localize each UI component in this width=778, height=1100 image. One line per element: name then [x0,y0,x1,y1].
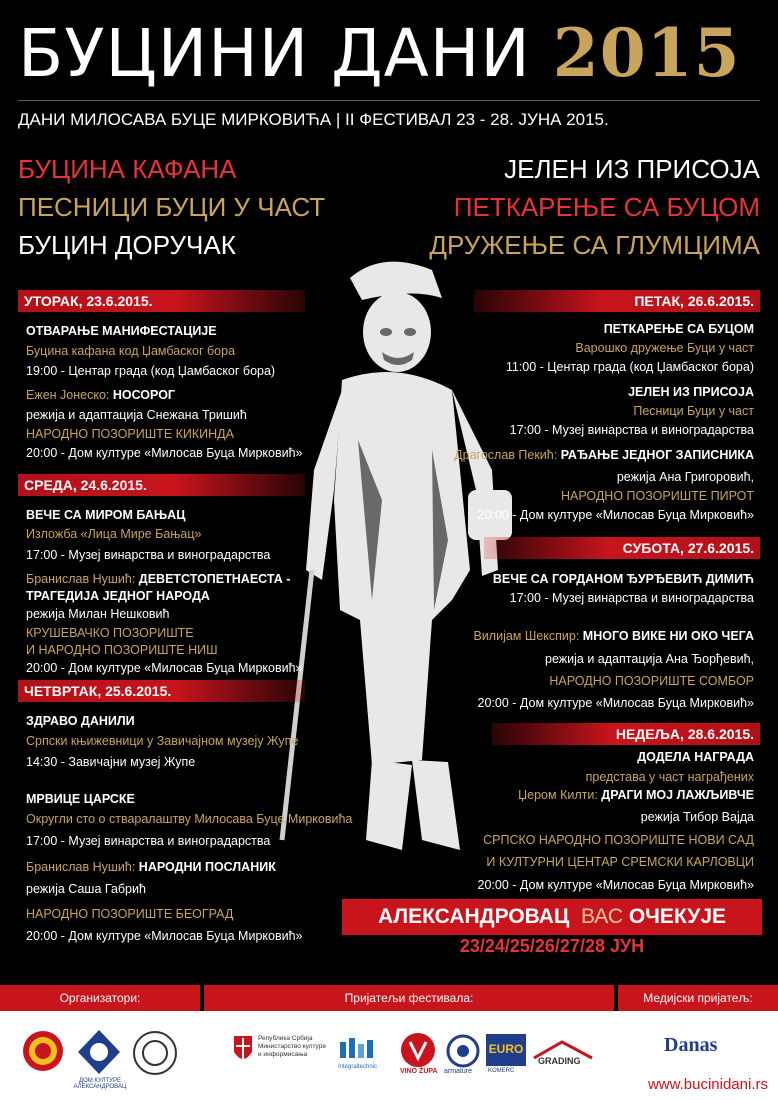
website-link[interactable]: www.bucinidani.rs [647,1076,768,1093]
tue-event-1-sub: Буцина кафана код Џамбаског бора [26,344,236,358]
fri-event-3-direction: режија Ана Григоровић, [616,470,754,484]
day-header-saturday: СУБОТА, 27.6.2015. [484,537,760,559]
integraltechnic-logo-icon [340,1038,384,1062]
left-leg-shape [366,760,412,850]
thu-event-3-theatre: НАРОДНО ПОЗОРИШТЕ БЕОГРАД [26,907,234,921]
bucа-portrait-illustration [262,240,522,880]
sun-event-1-sub: представа у част награђених [585,770,754,784]
festival-title: БУЦИНИ ДАНИ 2015 [18,14,741,92]
highlight-right-1: ЈЕЛЕН ИЗ ПРИСОЈА [504,154,760,184]
euro-komerc-logo-text: KOMERC [488,1068,515,1074]
footer-friends-label: Пријатељи фестивала: [204,985,614,1011]
armature-logo-icon [446,1034,480,1068]
wed-event-2-theatre: КРУШЕВАЧКО ПОЗОРИШТЕ [26,626,194,640]
day-header-wednesday: СРЕДА, 24.6.2015. [18,474,305,496]
sat-event-2-theatre: НАРОДНО ПОЗОРИШТЕ СОМБОР [549,674,754,688]
ministry-logo-text: Република Србија Министарство културе и информисања [258,1035,326,1058]
tue-event-2-theatre: НАРОДНО ПОЗОРИШТЕ КИКИНДА [26,427,234,441]
serbia-coat-of-arms-icon [232,1032,254,1068]
fri-event-2-title: ЈЕЛЕН ИЗ ПРИСОЈА [628,385,754,399]
euro-logo-text: EURO [488,1042,524,1056]
cane-shape [282,570,312,840]
title-divider [18,100,760,101]
wed-event-1-title: ВЕЧЕ СА МИРОМ БАЊАЦ [26,508,186,522]
festival-dates: 23/24/25/26/27/28 ЈУН [459,936,645,956]
sun-event-2-theatre-2: И КУЛТУРНИ ЦЕНТАР СРЕМСКИ КАРЛОВЦИ [486,855,754,869]
fri-event-2-sub: Песници Буци у част [633,404,754,418]
fri-event-2-time: 17:00 - Музеј винарства и виноградарства [509,423,754,437]
sat-event-2-direction: режија и адаптација Ана Ђорђевић, [545,652,754,666]
tue-event-2-time: 20:00 - Дом културе «Милосав Буца Мирковић» [26,446,303,460]
day-header-sunday: НЕДЕЉА, 28.6.2015. [492,723,760,745]
sat-event-1-title: ВЕЧЕ СА ГОРДАНОМ ЂУРЂЕВИЋ ДИМИЋ [492,572,754,586]
danas-logo-text: Danas [664,1034,718,1056]
fri-event-3-theatre: НАРОДНО ПОЗОРИШТЕ ПИРОТ [560,489,754,503]
fri-event-1-time: 11:00 - Центар града (код Џамбаског бора) [505,360,754,374]
tue-event-1-time: 19:00 - Центар града (код Џамбаског бора) [26,364,276,378]
coat-shape [334,372,470,765]
footer-media-label: Медијски пријатељ: [618,985,778,1011]
thu-event-3-direction: режија Саша Габрић [26,882,146,896]
buca-festival-logo-icon [22,1030,64,1072]
festival-year: 2015 [552,14,741,92]
tue-event-1-title: ОТВАРАЊЕ МАНИФЕСТАЦИЈЕ [26,324,217,338]
wed-event-1-time: 17:00 - Музеј винарства и виноградарства [26,548,271,562]
highlight-left-2: ПЕСНИЦИ БУЦИ У ЧАСТ [18,192,326,222]
sun-event-2-time: 20:00 - Дом културе «Милосав Буца Мирковић» [477,878,754,892]
vino-zupa-logo-icon [400,1032,436,1068]
thu-event-3-line: Бранислав Нушић: НАРОДНИ ПОСЛАНИК [26,860,276,874]
festival-subtitle: ДАНИ МИЛОСАВА БУЦЕ МИРКОВИЋА | II ФЕСТИВАЛ 23 - 28. ЈУНА 2015. [18,110,609,129]
highlight-right-2: ПЕТКАРЕЊЕ СА БУЦОМ [453,192,760,222]
thu-event-2-time: 17:00 - Музеј винарства и виноградарства [26,834,271,848]
day-header-friday: ПЕТАК, 26.6.2015. [474,290,760,312]
thu-event-2-title: МРВИЦЕ ЦАРСКЕ [26,792,135,806]
right-leg-shape [412,760,460,850]
armature-logo-text: armature [444,1068,473,1075]
fri-event-1-title: ПЕТКАРЕЊЕ СА БУЦОМ [603,322,754,336]
thu-event-2-sub: Округли сто о стваралаштву Милосава Буце Мирковића [26,812,353,826]
integraltechnic-logo-text: Integraltechnic [338,1064,378,1070]
highlight-left-3: БУЦИН ДОРУЧАК [18,230,236,260]
tue-event-2-line: Ежен Јонеско: НОСОРОГ [26,388,176,402]
wed-event-2-theatre-2: И НАРОДНО ПОЗОРИШТЕ НИШ [26,643,218,657]
euro-komerc-logo [486,1034,526,1066]
vino-zupa-logo-text: VINO ŽUPA [400,1068,438,1075]
grading-logo-text: GRADING [538,1056,581,1066]
day-header-tuesday: УТОРАК, 23.6.2015. [18,290,305,312]
highlight-right-3: ДРУЖЕЊЕ СА ГЛУМЦИМА [429,230,760,260]
fri-event-1-sub: Варошко дружење Буци у част [575,341,754,355]
sun-event-2-line: Џером Килти: ДРАГИ МОЈ ЛАЖЉИВЧЕ [518,788,754,802]
sun-event-2-direction: режија Тибор Вајда [640,810,754,824]
fri-event-3-line: Драгослав Пекић: РАЂАЊЕ ЈЕДНОГ ЗАПИСНИКА [454,448,754,462]
invitation-banner: АЛЕКСАНДРОВАЦ ВАС ОЧЕКУЈЕ [342,899,762,935]
fri-event-3-time: 20:00 - Дом културе «Милосав Буца Мирковић» [477,508,754,522]
sat-event-2-line: Вилијам Шекспир: МНОГО ВИКЕ НИ ОКО ЧЕГА [473,629,754,643]
wed-event-2-line: Бранислав Нушић: ДЕВЕТСТОПЕТНАЕСТА - [26,572,291,586]
sat-event-1-time: 17:00 - Музеј винарства и виноградарства [509,591,754,605]
thu-event-1-sub: Српски књижевници у Завичајном музеју Жупе [26,734,299,748]
thu-event-1-time: 14:30 - Завичајни музеј Жупе [26,755,196,769]
thu-event-1-title: ЗДРАВО ДАНИЛИ [26,714,135,728]
sun-event-1-title: ДОДЕЛА НАГРАДА [637,750,754,764]
wed-event-2-time: 20:00 - Дом културе «Милосав Буца Мирковић» [26,661,303,675]
dom-kulture-logo-text: ДОМ КУЛТУРЕ АЛЕКСАНДРОВАЦ [73,1078,127,1090]
day-header-thursday: ЧЕТВРТАК, 25.6.2015. [18,680,305,702]
highlight-left-1: БУЦИНА КАФАНА [18,154,237,184]
sun-event-2-theatre: СРПСКО НАРОДНО ПОЗОРИШТЕ НОВИ САД [483,833,754,847]
wed-event-2-title-2: ТРАГЕДИЈА ЈЕДНОГ НАРОДА [26,589,210,603]
thu-event-3-time: 20:00 - Дом културе «Милосав Буца Мирковић» [26,929,303,943]
theatre-logo-icon [132,1030,178,1076]
wed-event-1-sub: Изложба «Лица Мире Бањац» [26,527,202,541]
wed-event-2-direction: режија Милан Нешковић [26,607,170,621]
tue-event-2-direction: режија и адаптација Снежана Тришић [26,408,247,422]
sat-event-2-time: 20:00 - Дом културе «Милосав Буца Мирковић» [477,696,754,710]
dom-kulture-logo-icon [76,1028,122,1076]
footer-organizers-label: Организатори: [0,985,200,1011]
